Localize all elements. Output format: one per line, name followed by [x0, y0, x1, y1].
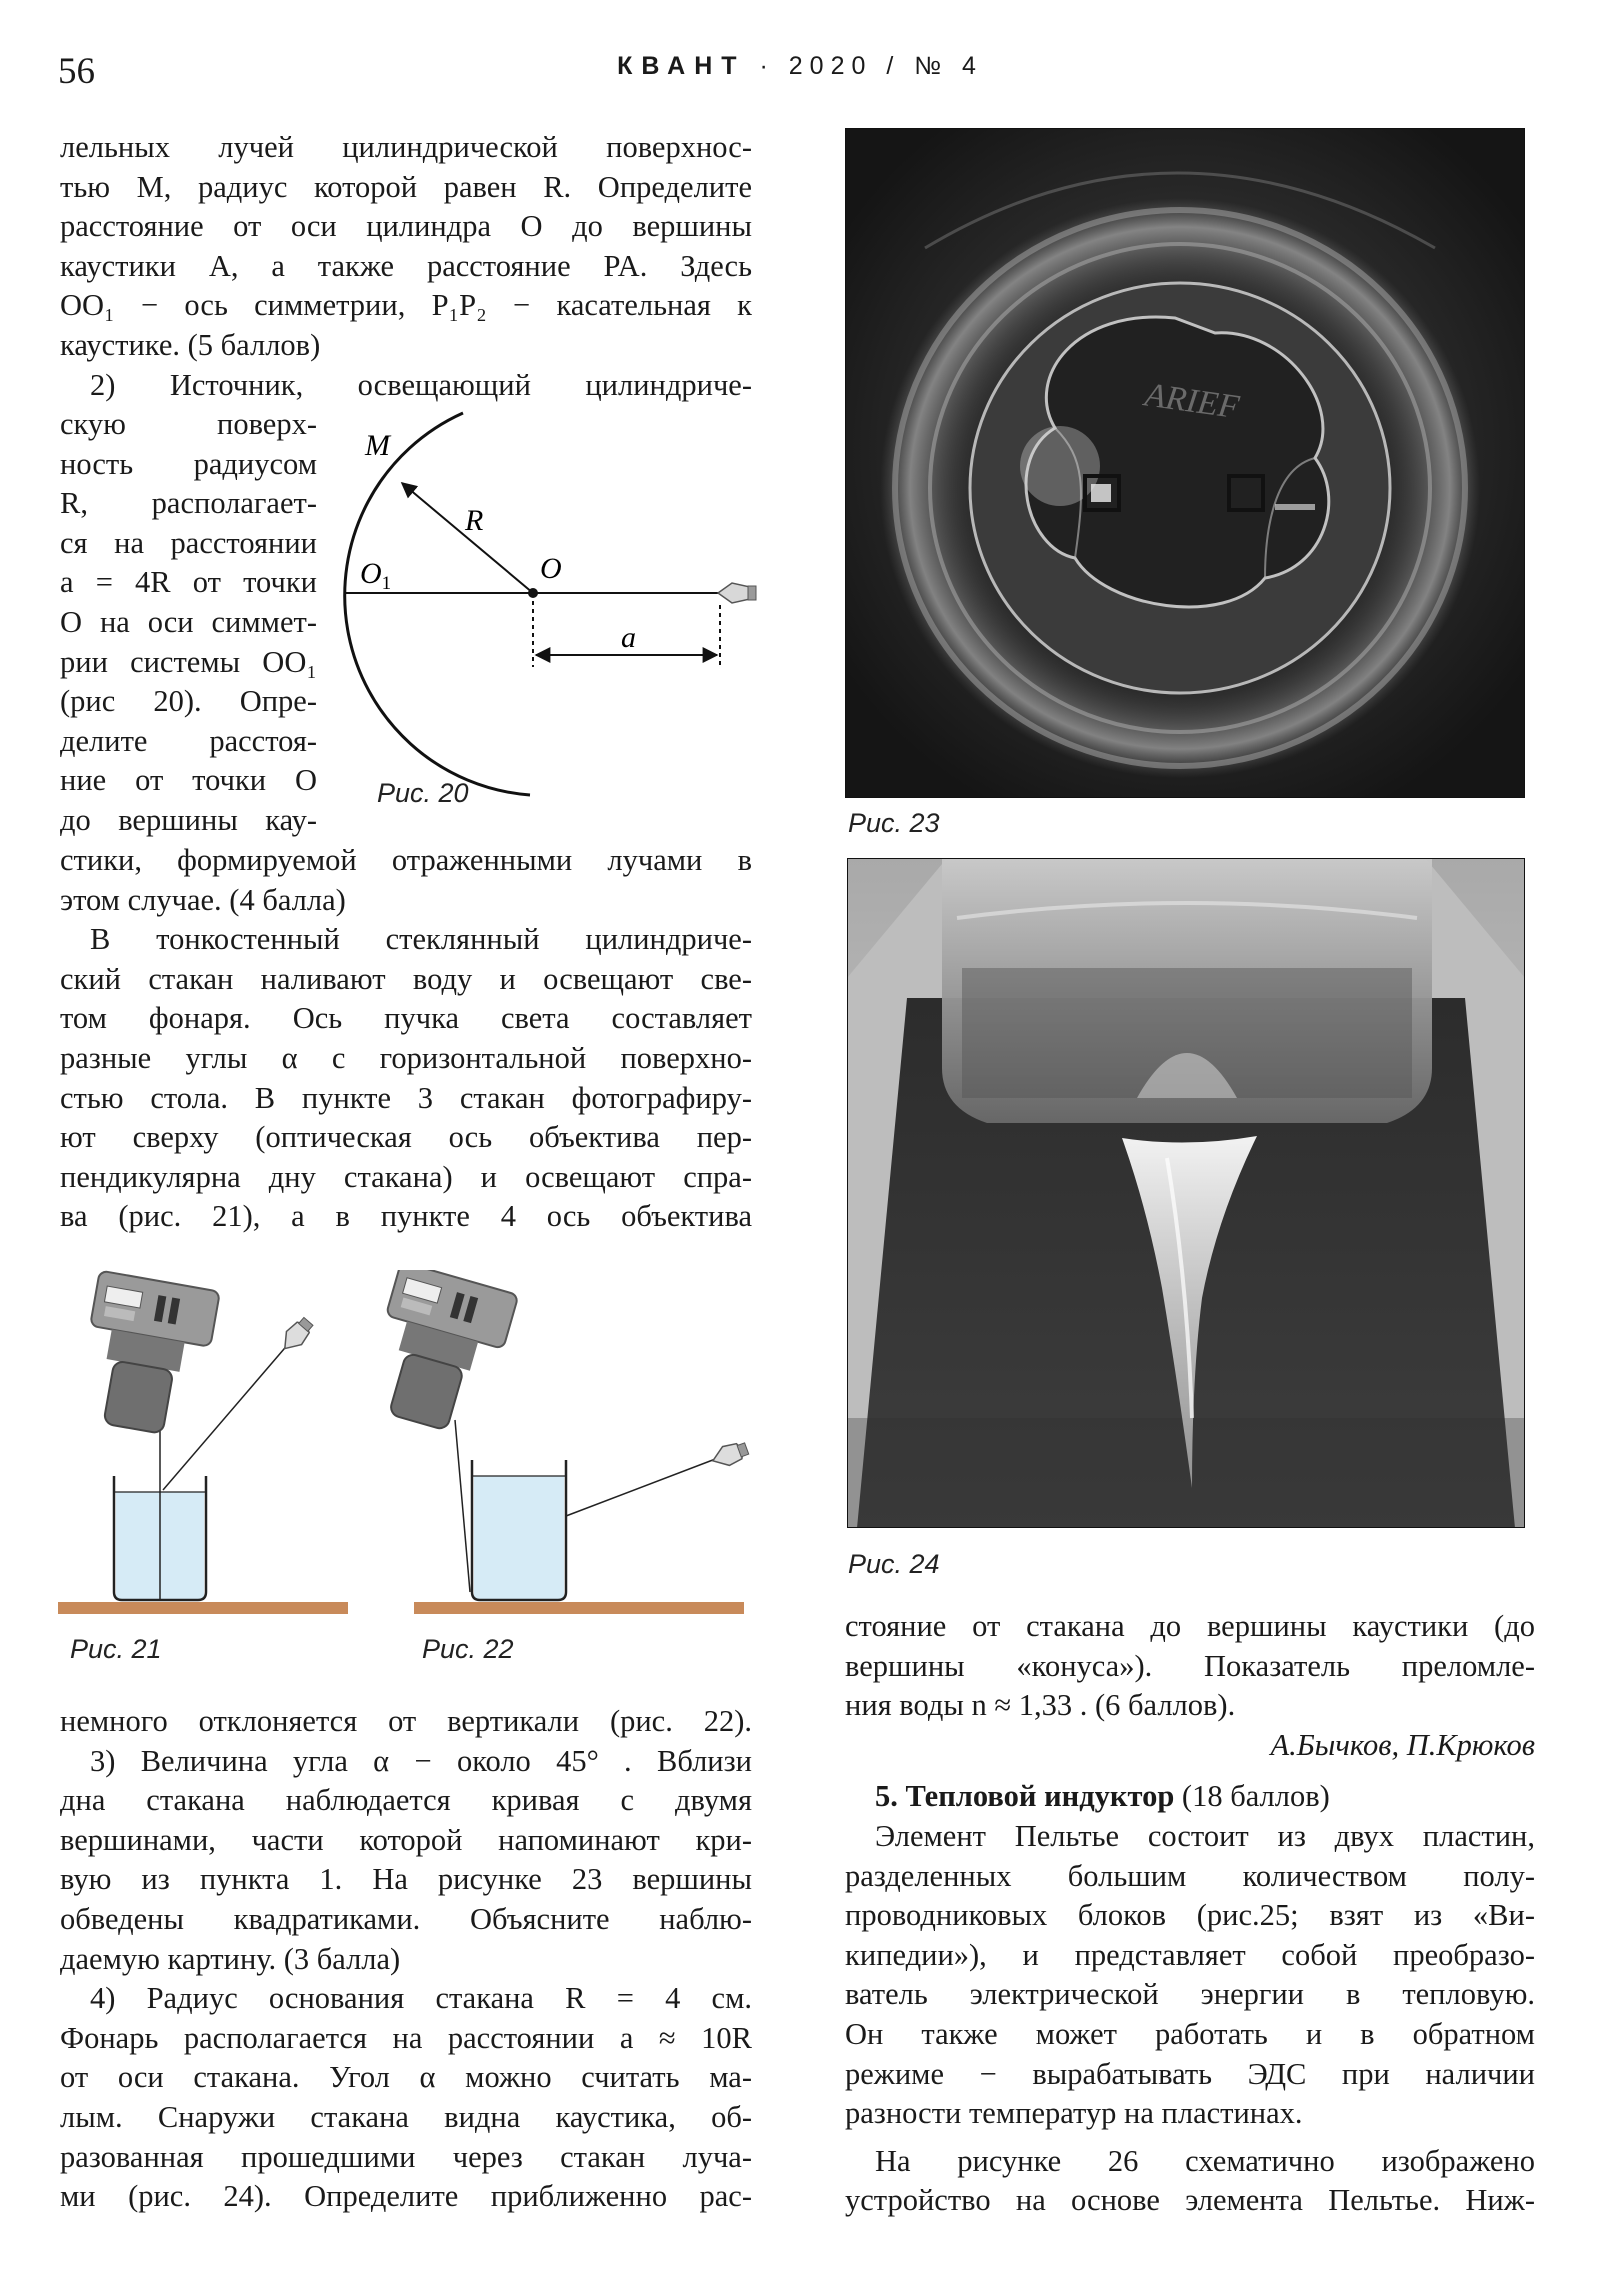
caption-fig23: Рис. 23: [848, 808, 940, 838]
text-line: лельных лучей цилиндрической поверхнос-: [60, 130, 752, 164]
text-line: устройство на основе элемента Пельтье. Ниж-: [845, 2183, 1535, 2218]
figure-24-photo: [847, 858, 1525, 1528]
text-line: OO₁ − ось симметрии, P₁P₂ − касательная к: [60, 288, 752, 323]
water: [474, 1476, 564, 1600]
text-line: Он также может работать и в обратном: [845, 2016, 1535, 2051]
flashlight-icon: [718, 583, 756, 603]
center-point: [528, 588, 538, 598]
section-heading: [845, 1777, 1535, 1817]
text-line: разованная прошедшими через стакан луча-: [60, 2139, 752, 2174]
camera-icon: [360, 1270, 519, 1439]
text-line: рии системы OO₁: [60, 644, 317, 679]
text-line: каустики A, а также расстояние PA. Здесь: [60, 248, 752, 283]
text-line: кипедии»), и представляет собой преобразо-: [845, 1937, 1535, 1972]
label-O1: $O_1$: [360, 557, 392, 594]
text-line: 4) Радиус основания стакана R = 4 см.: [90, 1981, 752, 2016]
running-header: [0, 52, 1600, 81]
figure-23-photo: [845, 128, 1525, 798]
text-line: этом случае. (4 балла): [60, 882, 346, 917]
text-line: стью стола. В пункте 3 стакан фотографиру-: [60, 1080, 752, 1115]
text-line: ние от точки O: [60, 763, 317, 798]
camera-icon: [74, 1271, 220, 1440]
light-ray: [566, 1458, 718, 1516]
text-line: обведены квадратиками. Объясните наблю-: [60, 1901, 752, 1936]
flashlight-icon: [709, 1439, 750, 1470]
text-line: каустике. (5 баллов): [60, 327, 321, 362]
right-column: [845, 1607, 1535, 2221]
left-column-wrap: [60, 405, 317, 841]
radius-arrow: [402, 483, 533, 593]
text-line: R, располагает-: [60, 486, 317, 521]
camera-axis: [455, 1420, 470, 1592]
text-line: ния воды n ≈ 1,33 . (6 баллов).: [845, 1688, 1236, 1723]
text-line: стики, формируемой отраженными лучами в: [60, 843, 752, 877]
text-line: немного отклоняется от вертикали (рис. 22).: [60, 1704, 752, 1738]
figure-22: [360, 1270, 750, 1614]
text-line: от оси стакана. Угол α можно считать ма-: [60, 2060, 752, 2095]
text-line: ют сверху (оптическая ось объектива пер-: [60, 1120, 752, 1155]
caption-fig24: Рис. 24: [848, 1549, 940, 1579]
text-line: ва (рис. 21), а в пункте 4 ось объектива: [60, 1199, 752, 1234]
text-line: ность радиусом: [60, 446, 317, 481]
table-surface: [414, 1602, 744, 1614]
text-line: пендикулярна дну стакана) и освещают спра-: [60, 1159, 752, 1194]
caption-fig21: Рис. 21: [70, 1634, 162, 1664]
text-line: разделенных большим количеством полу-: [845, 1858, 1535, 1893]
label-R: R: [465, 504, 484, 537]
caption-fig20: Рис. 20: [377, 778, 469, 808]
text-line: 3) Величина угла α − около 45° . Вблизи: [90, 1743, 752, 1778]
light-ray: [163, 1342, 290, 1490]
header-separator: ·: [759, 52, 775, 80]
text-line: до вершины кау-: [60, 802, 317, 837]
magazine-title: КВАНТ: [617, 52, 746, 80]
text-line: лым. Снаружи стакана видна каустика, об-: [60, 2099, 752, 2134]
text-line: a = 4R от точки: [60, 565, 317, 600]
issue-number: 2020 / № 4: [788, 52, 983, 80]
text-line: ватель электрической энергии в тепловую.: [845, 1977, 1535, 2012]
text-line: расстояние от оси цилиндра O до вершины: [60, 209, 752, 244]
text-line: вую из пункта 1. На рисунке 23 вершины: [60, 1862, 752, 1897]
text-line: ми (рис. 24). Определите приближенно рас-: [60, 2179, 752, 2214]
bottle-label: ARIEF: [1142, 376, 1242, 427]
text-line: проводниковых блоков (рис.25; взят из «Ви-: [845, 1898, 1535, 1933]
label-M: M: [365, 429, 390, 462]
text-line: В тонкостенный стеклянный цилиндриче-: [90, 922, 752, 957]
left-column-mid: [60, 841, 752, 1237]
text-line: O на оси симмет-: [60, 604, 317, 639]
text-line: разные углы α с горизонтальной поверхно-: [60, 1040, 752, 1075]
text-line: (рис 20). Опре-: [60, 684, 317, 719]
text-line: На рисунке 26 схематично изображено: [875, 2143, 1535, 2178]
text-line: делите расстоя-: [60, 723, 317, 758]
mirror-arc: [345, 413, 530, 795]
text-line: тью M, радиус которой равен R. Определите: [60, 169, 752, 204]
caption-fig22: Рис. 22: [422, 1634, 514, 1664]
text-line: стояние от стакана до вершины каустики (до: [845, 1609, 1535, 1643]
label-O: O: [540, 552, 562, 585]
text-line: ся на расстоянии: [60, 525, 317, 560]
text-line: скую поверх-: [60, 407, 317, 441]
section-points: (18 баллов): [1181, 1779, 1330, 1814]
authors: А.Бычков, П.Крюков: [1270, 1727, 1535, 1762]
text-line: Фонарь располагается на расстоянии a ≈ 10R: [60, 2020, 752, 2055]
section-title: 5. Тепловой индуктор: [875, 1779, 1175, 1814]
text-line: вершинами, части которой напоминают кри-: [60, 1822, 752, 1857]
text-line: том фонаря. Ось пучка света составляет: [60, 1001, 752, 1036]
text-line: вершины «конуса»). Показатель преломле-: [845, 1648, 1535, 1683]
text-line: дна стакана наблюдается кривая с двумя: [60, 1783, 752, 1818]
text-line: даемую картину. (3 балла): [60, 1941, 401, 1976]
label-a: a: [621, 621, 636, 654]
figures-21-22: [50, 1270, 760, 1630]
figure-21: [58, 1271, 348, 1614]
left-column-top: [60, 128, 752, 405]
page-number: 56: [58, 51, 95, 92]
figure-20-diagram: [330, 405, 770, 825]
text-line: 2) Источник, освещающий цилиндриче-: [90, 367, 752, 402]
text-line: Элемент Пельтье состоит из двух пластин,: [875, 1818, 1535, 1853]
text-line: разности температур на пластинах.: [845, 2096, 1303, 2131]
table-surface: [58, 1602, 348, 1614]
text-line: режиме − вырабатывать ЭДС при наличии: [845, 2056, 1535, 2091]
left-column-bottom: [60, 1702, 752, 2217]
text-line: ский стакан наливают воду и освещают све-: [60, 961, 752, 996]
